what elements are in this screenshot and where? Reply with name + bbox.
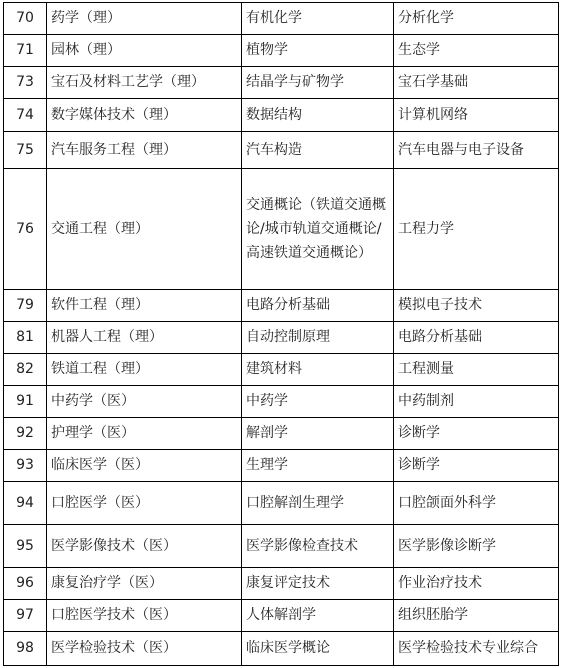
subject1-cell: 结晶学与矿物学	[242, 67, 394, 99]
subject1-cell: 康复评定技术	[242, 568, 394, 600]
code-cell: 73	[4, 67, 47, 99]
subject2-cell: 医学影像诊断学	[394, 525, 559, 568]
subject1-cell: 临床医学概论	[242, 632, 394, 666]
table-row	[4, 354, 559, 386]
major-subject-table	[3, 2, 559, 666]
major-cell: 宝石及材料工艺学（理）	[47, 67, 242, 99]
table-row	[4, 169, 559, 290]
subject1-cell: 中药学	[242, 386, 394, 418]
major-cell: 软件工程（理）	[47, 290, 242, 322]
major-cell: 汽车服务工程（理）	[47, 132, 242, 169]
code-cell: 81	[4, 322, 47, 354]
subject1-cell: 数据结构	[242, 99, 394, 132]
major-cell: 中药学（医）	[47, 386, 242, 418]
major-cell: 口腔医学（医）	[47, 482, 242, 525]
code-cell: 95	[4, 525, 47, 568]
subject1-cell: 建筑材料	[242, 354, 394, 386]
major-cell: 医学检验技术（医）	[47, 632, 242, 666]
subject2-cell: 分析化学	[394, 3, 559, 35]
table-row	[4, 3, 559, 35]
major-cell: 交通工程（理）	[47, 169, 242, 290]
subject2-cell: 生态学	[394, 35, 559, 67]
subject1-cell: 口腔解剖生理学	[242, 482, 394, 525]
code-cell: 70	[4, 3, 47, 35]
subject1-cell: 有机化学	[242, 3, 394, 35]
subject2-cell: 工程力学	[394, 169, 559, 290]
major-cell: 口腔医学技术（医）	[47, 600, 242, 632]
table-row	[4, 322, 559, 354]
subject2-cell: 工程测量	[394, 354, 559, 386]
table-body	[4, 3, 559, 666]
code-cell: 74	[4, 99, 47, 132]
major-cell: 临床医学（医）	[47, 450, 242, 482]
table-row	[4, 290, 559, 322]
subject1-cell: 生理学	[242, 450, 394, 482]
subject2-cell: 口腔颌面外科学	[394, 482, 559, 525]
subject2-cell: 计算机网络	[394, 99, 559, 132]
subject2-cell: 组织胚胎学	[394, 600, 559, 632]
subject1-cell: 自动控制原理	[242, 322, 394, 354]
table-row	[4, 482, 559, 525]
table-row	[4, 568, 559, 600]
subject2-cell: 作业治疗技术	[394, 568, 559, 600]
subject2-cell: 医学检验技术专业综合	[394, 632, 559, 666]
table-row	[4, 418, 559, 450]
subject2-cell: 电路分析基础	[394, 322, 559, 354]
subject2-cell: 诊断学	[394, 450, 559, 482]
table-row	[4, 67, 559, 99]
major-cell: 药学（理）	[47, 3, 242, 35]
code-cell: 96	[4, 568, 47, 600]
subject2-cell: 模拟电子技术	[394, 290, 559, 322]
table-row	[4, 386, 559, 418]
major-cell: 护理学（医）	[47, 418, 242, 450]
subject2-cell: 中药制剂	[394, 386, 559, 418]
major-cell: 医学影像技术（医）	[47, 525, 242, 568]
code-cell: 91	[4, 386, 47, 418]
code-cell: 97	[4, 600, 47, 632]
table-row	[4, 600, 559, 632]
table-row	[4, 450, 559, 482]
subject2-cell: 汽车电器与电子设备	[394, 132, 559, 169]
subject2-cell: 诊断学	[394, 418, 559, 450]
subject1-cell: 汽车构造	[242, 132, 394, 169]
code-cell: 94	[4, 482, 47, 525]
subject1-cell: 人体解剖学	[242, 600, 394, 632]
major-cell: 铁道工程（理）	[47, 354, 242, 386]
table-row	[4, 132, 559, 169]
code-cell: 92	[4, 418, 47, 450]
major-cell: 机器人工程（理）	[47, 322, 242, 354]
code-cell: 93	[4, 450, 47, 482]
table-row	[4, 632, 559, 666]
subject1-cell: 医学影像检查技术	[242, 525, 394, 568]
major-cell: 园林（理）	[47, 35, 242, 67]
code-cell: 79	[4, 290, 47, 322]
subject1-cell: 植物学	[242, 35, 394, 67]
table-row	[4, 99, 559, 132]
code-cell: 75	[4, 132, 47, 169]
subject1-cell: 交通概论（铁道交通概论/城市轨道交通概论/高速铁道交通概论）	[242, 169, 394, 290]
code-cell: 82	[4, 354, 47, 386]
code-cell: 98	[4, 632, 47, 666]
code-cell: 76	[4, 169, 47, 290]
major-cell: 数字媒体技术（理）	[47, 99, 242, 132]
major-cell: 康复治疗学（医）	[47, 568, 242, 600]
subject1-cell: 解剖学	[242, 418, 394, 450]
table-row	[4, 35, 559, 67]
subject2-cell: 宝石学基础	[394, 67, 559, 99]
subject1-cell: 电路分析基础	[242, 290, 394, 322]
table-row	[4, 525, 559, 568]
code-cell: 71	[4, 35, 47, 67]
